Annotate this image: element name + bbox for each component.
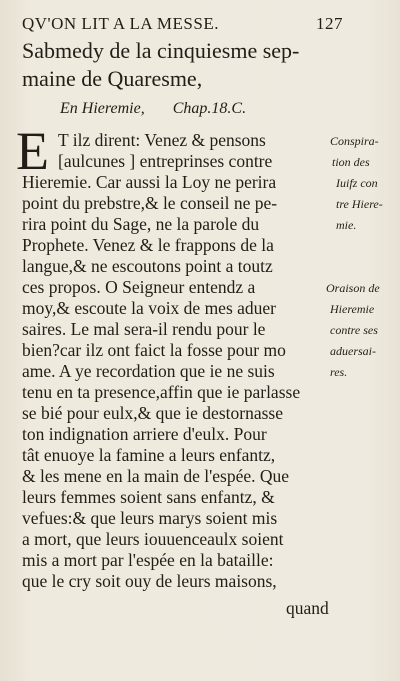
margin-note-2: tion des: [332, 155, 370, 169]
margin-note-10: res.: [330, 365, 348, 379]
body-line-12: ame. A ye recordation que ie ne suis: [22, 361, 275, 381]
body-line-17: & les mene en la main de l'espée. Que: [22, 466, 290, 486]
body-line-6: Prophete. Venez & le frappons de la: [22, 235, 274, 255]
body-line-15: ton indignation arriere d'eulx. Pour: [22, 424, 267, 444]
scripture-reference: [60, 100, 246, 118]
margin-note-1: Conspira-: [330, 134, 379, 148]
drop-cap: E: [16, 121, 49, 181]
body-line-14: se bié pour eulx,& que ie destornasse: [22, 403, 283, 423]
body-line-7: langue,& ne escoutons point a toutz: [22, 256, 273, 276]
body-line-22: que le cry soit ouy de leurs maisons,: [22, 571, 277, 591]
body-line-2: [aulcunes ] entreprinses contre: [58, 151, 273, 171]
body-line-4: point du prebstre,& le conseil ne pe-: [22, 193, 278, 213]
margin-note-8: contre ses: [330, 323, 378, 337]
body-line-13: tenu en ta presence,affin que ie parlasse: [22, 382, 301, 402]
scripture-source: En Hieremie,: [60, 100, 145, 117]
margin-note-9: aduersai-: [330, 344, 376, 358]
chapter-reference: Chap.18.C.: [172, 100, 247, 117]
body-line-18: leurs femmes soient sans enfantz, &: [22, 487, 275, 507]
body-line-21: mis a mort par l'espée en la bataille:: [22, 550, 274, 570]
body-line-11: bien?car ilz ont faict la fosse pour mo: [22, 340, 286, 360]
body-line-5: rira point du Sage, ne la parole du: [22, 214, 260, 234]
margin-note-6: Oraison de: [326, 281, 380, 295]
section-title-line-2: maine de Quaresme,: [22, 66, 203, 91]
body-line-19: vefues:& que leurs marys soient mis: [22, 508, 278, 528]
running-head: [22, 14, 392, 34]
margin-note-4: tre Hiere-: [336, 197, 383, 211]
body-line-9: moy,& escoute la voix de mes aduer: [22, 298, 276, 318]
catchword: quand: [286, 598, 329, 618]
body-line-8: ces propos. O Seigneur entendz a: [22, 277, 256, 297]
margin-note-5: mie.: [336, 218, 357, 232]
body-line-3: Hieremie. Car aussi la Loy ne perira: [22, 172, 277, 192]
page-number: 127: [316, 14, 343, 33]
body-line-10: saires. Le mal sera-il rendu pour le: [22, 319, 266, 339]
body-line-1: T ilz dirent: Venez & pensons: [58, 130, 266, 150]
margin-note-3: Iuifz con: [336, 176, 378, 190]
margin-note-7: Hieremie: [330, 302, 375, 316]
body-line-20: a mort, que leurs iouuenceaulx soient: [22, 529, 284, 549]
section-title-line-1: Sabmedy de la cinquiesme sep-: [22, 38, 300, 63]
running-head-title: QV'ON LIT A LA MESSE.: [22, 14, 219, 33]
body-line-16: tât enuoye la famine a leurs enfantz,: [22, 445, 276, 465]
